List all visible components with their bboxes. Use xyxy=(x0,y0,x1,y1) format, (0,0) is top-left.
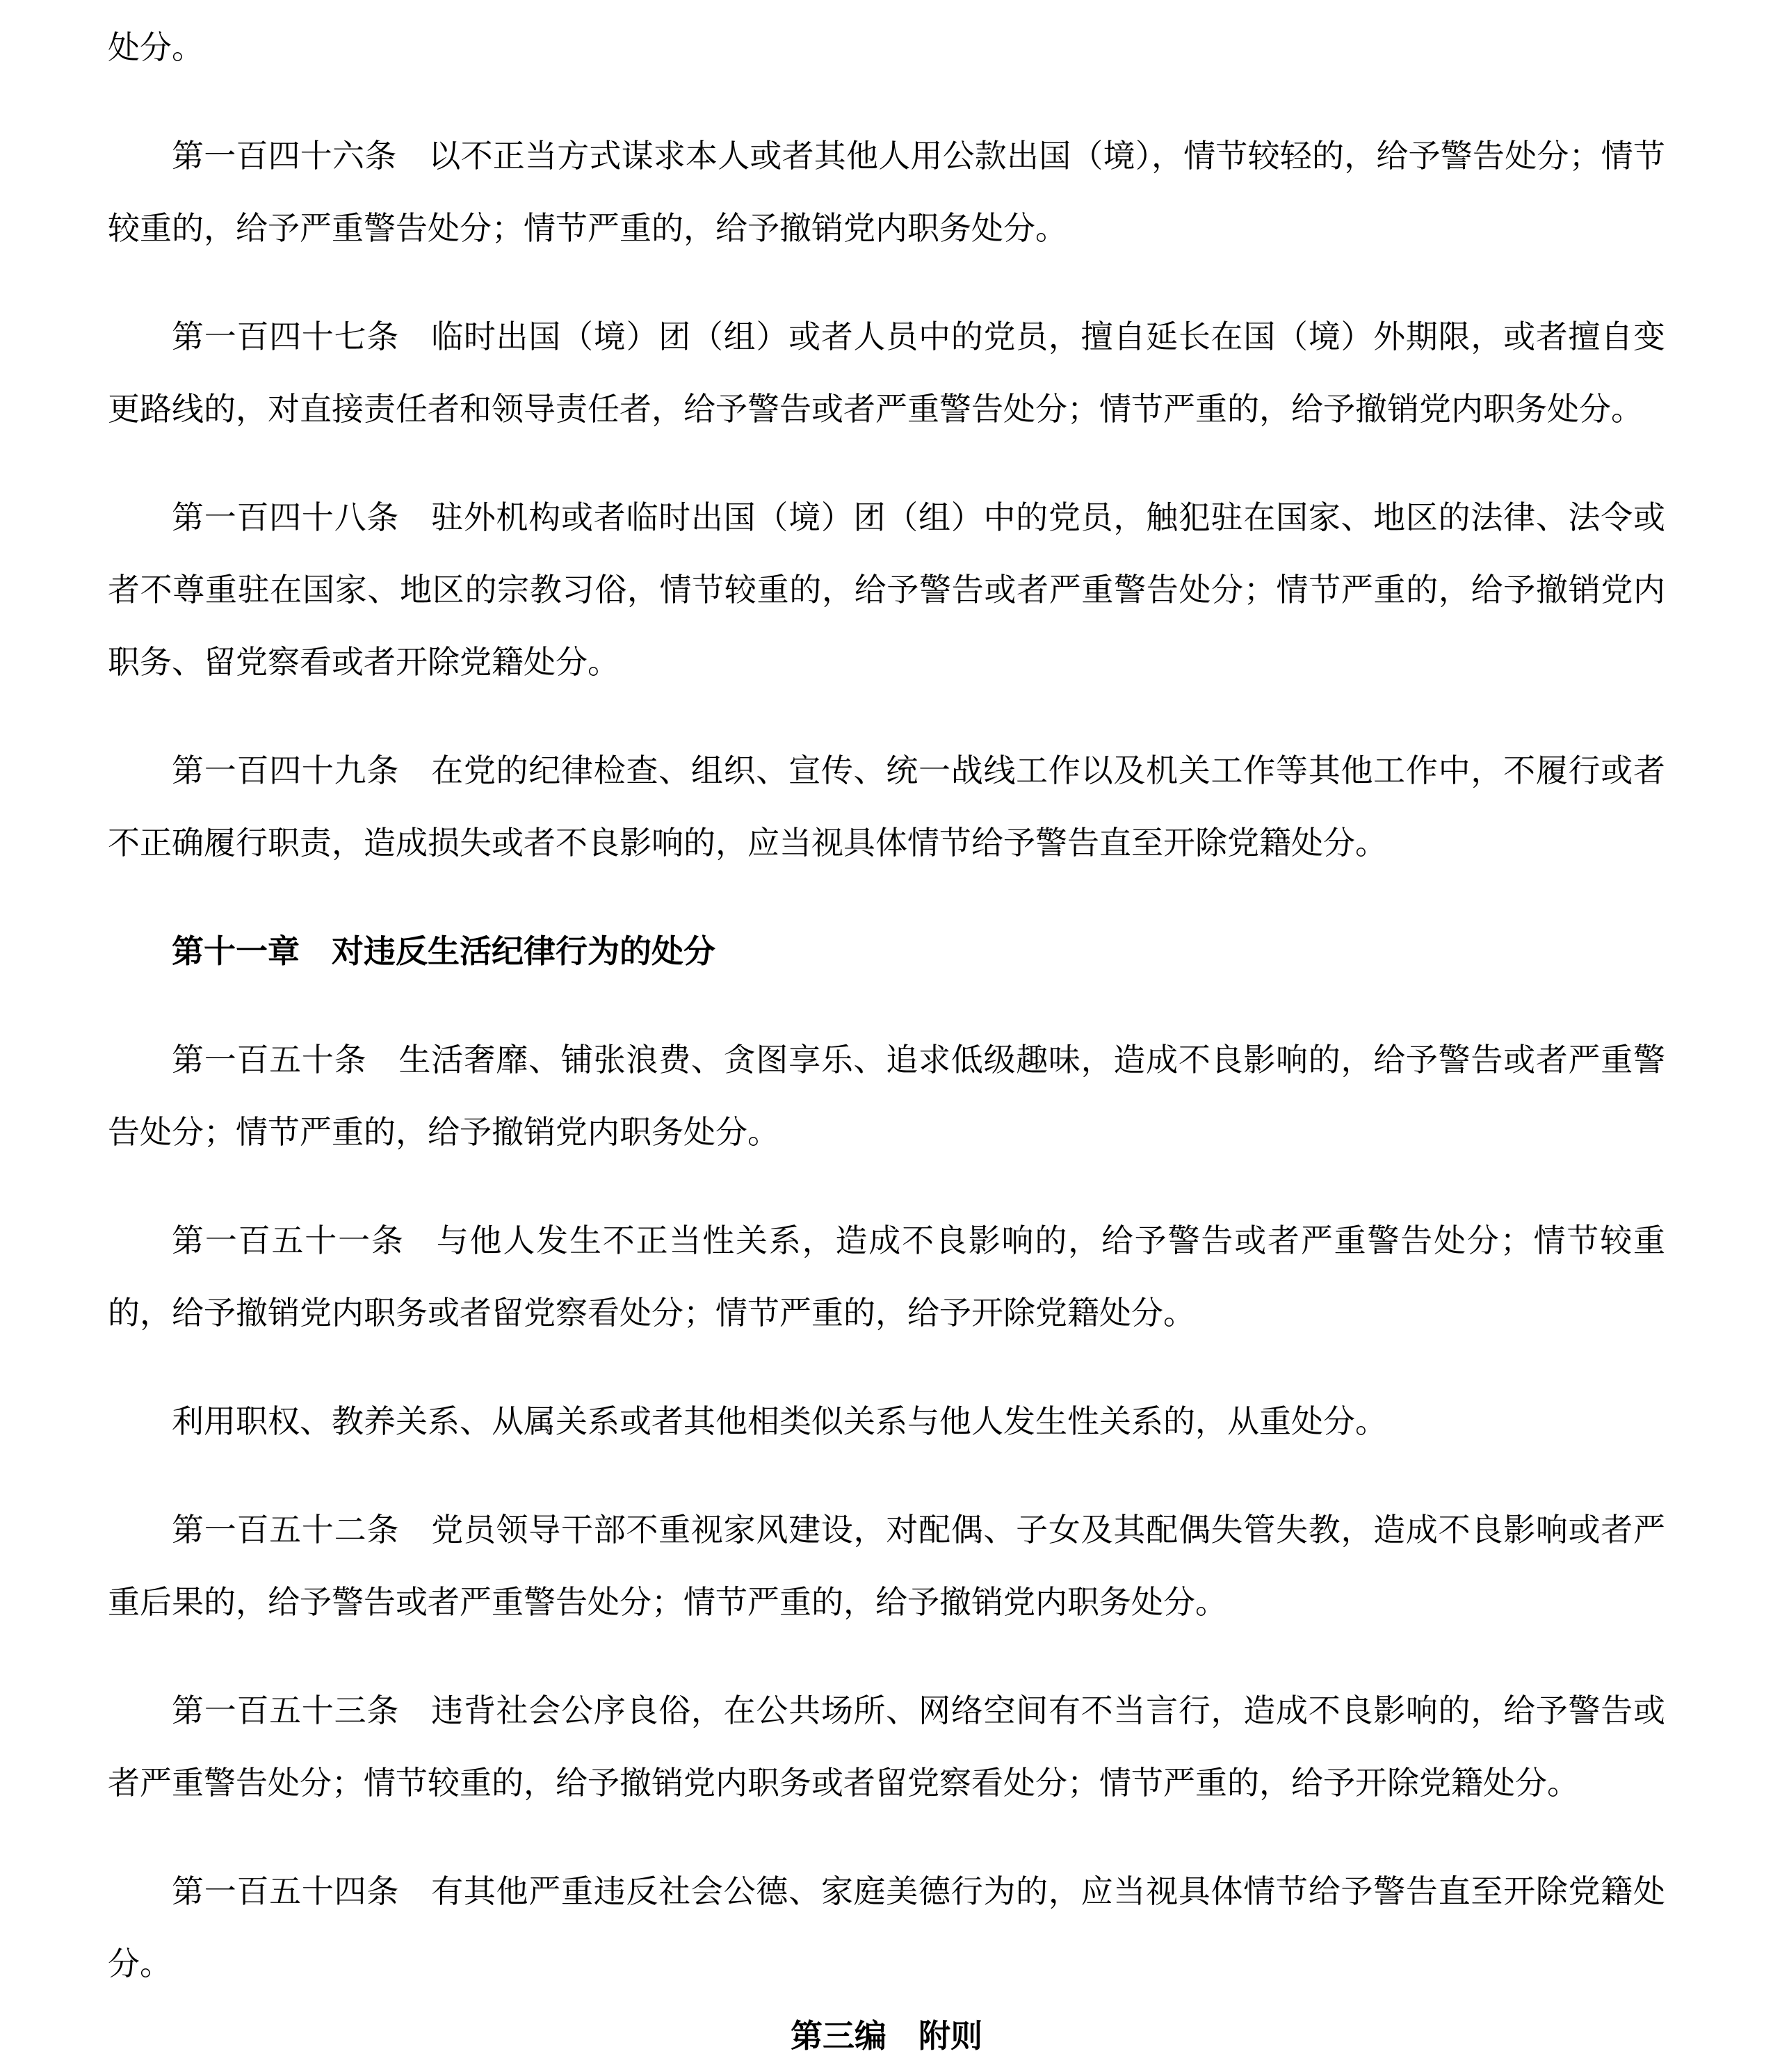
article-text: 驻外机构或者临时出国（境）团（组）中的党员，触犯驻在国家、地区的法律、法令或者不尊重驻在国家、地区的宗教习俗，情节较重的，给予警告或者严重警告处分；情节严重的，给予撤销党内职务、留党察看或者开除党籍处分。 xyxy=(108,499,1666,681)
chapter-title: 对违反生活纪律行为的处分 xyxy=(332,932,715,970)
lead-fragment: 处分。 xyxy=(108,29,204,66)
article-number: 第一百四十九条 xyxy=(172,752,400,789)
article-153 xyxy=(108,1674,1665,1819)
article-number: 第一百四十八条 xyxy=(172,499,400,536)
part-heading xyxy=(108,2000,1665,2072)
article-150 xyxy=(108,1023,1665,1168)
chapter-heading xyxy=(108,915,1665,987)
article-text: 在党的纪律检查、组织、宣传、统一战线工作以及机关工作等其他工作中，不履行或者不正确履行职责，造成损失或者不良影响的，应当视具体情节给予警告直至开除党籍处分。 xyxy=(108,752,1666,861)
part-title: 附则 xyxy=(918,2017,982,2055)
article-number: 第一百四十六条 xyxy=(172,137,397,175)
article-152 xyxy=(108,1494,1665,1638)
article-number: 第一百五十四条 xyxy=(172,1872,400,1910)
article-number: 第一百五十三条 xyxy=(172,1692,400,1729)
article-147 xyxy=(108,300,1665,445)
chapter-number: 第十一章 xyxy=(172,932,300,970)
article-number: 第一百五十二条 xyxy=(172,1511,400,1548)
article-154 xyxy=(108,1855,1665,2000)
article-text: 以不正当方式谋求本人或者其他人用公款出国（境），情节较轻的，给予警告处分；情节较重的，给予严重警告处分；情节严重的，给予撤销党内职务处分。 xyxy=(108,137,1666,247)
article-number: 第一百四十七条 xyxy=(172,318,400,355)
article-text: 临时出国（境）团（组）或者人员中的党员，擅自延长在国（境）外期限，或者擅自变更路线的，对直接责任者和领导责任者，给予警告或者严重警告处分；情节严重的，给予撤销党内职务处分。 xyxy=(108,318,1666,428)
article-number: 第一百五十一条 xyxy=(172,1222,405,1259)
article-text: 有其他严重违反社会公德、家庭美德行为的，应当视具体情节给予警告直至开除党籍处分。 xyxy=(108,1872,1666,1982)
article-146 xyxy=(108,120,1665,264)
article-text: 生活奢靡、铺张浪费、贪图享乐、追求低级趣味，造成不良影响的，给予警告或者严重警告处分；情节严重的，给予撤销党内职务处分。 xyxy=(108,1041,1666,1151)
article-text: 与他人发生不正当性关系，造成不良影响的，给予警告或者严重警告处分；情节较重的，给予撤销党内职务或者留党察看处分；情节严重的，给予开除党籍处分。 xyxy=(108,1222,1666,1332)
document-page xyxy=(108,0,1665,2072)
article-text: 党员领导干部不重视家风建设，对配偶、子女及其配偶失管失教，造成不良影响或者严重后果的，给予警告或者严重警告处分；情节严重的，给予撤销党内职务处分。 xyxy=(108,1511,1666,1621)
article-151-paragraph-2: 利用职权、教养关系、从属关系或者其他相类似关系与他人发生性关系的，从重处分。 xyxy=(172,1402,1387,1440)
article-151 xyxy=(108,1204,1665,1349)
article-149 xyxy=(108,734,1665,879)
article-number: 第一百五十条 xyxy=(172,1041,367,1078)
article-148 xyxy=(108,481,1665,698)
part-number: 第三编 xyxy=(791,2017,886,2055)
article-text: 违背社会公序良俗，在公共场所、网络空间有不当言行，造成不良影响的，给予警告或者严重警告处分；情节较重的，给予撤销党内职务或者留党察看处分；情节严重的，给予开除党籍处分。 xyxy=(108,1692,1666,1802)
